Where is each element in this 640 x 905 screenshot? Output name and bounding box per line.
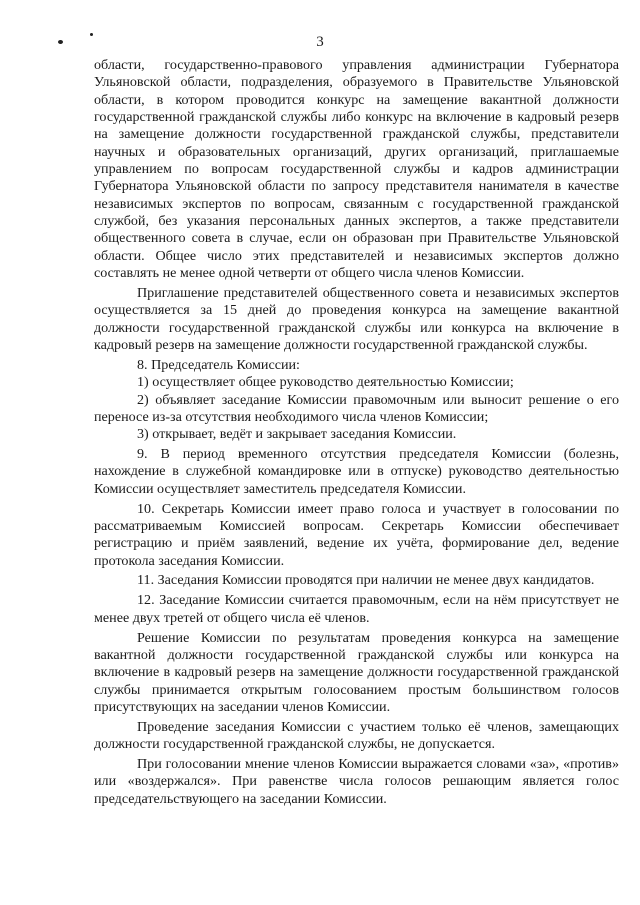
paragraph-item-8-3: 3) открывает, ведёт и закрывает заседания Комиссии.	[137, 426, 457, 443]
paragraph-continuation: области, государственно-правового управления администрации Губернатора Ульяновской области, подразделения, образуемого в Правительстве Ульяновской области, в котором проводится конкурс на замещение вакантной должности государственной гражданской службы либо конкурс на включение в кадровый резерв на замещение должности государственной гражданской службы, представители научных и образовательных организаций, других организаций, приглашаемые управлением по вопросам государственной службы и кадров администрации Губернатора Ульяновской области по запросу представителя нанимателя в качестве независимых экспертов по вопросам, связанным с государственной гражданской службой, без указания персональных данных экспертов, а также представители общественного совета в случае, если он образован при Правительстве Ульяновской области. Общее число этих представителей и независимых экспертов должно составлять не менее одной четверти от общего числа членов Комиссии.	[94, 57, 619, 282]
paragraph-members-only: Проведение заседания Комиссии с участием только её членов, замещающих должности государственной гражданской службы, не допускается.	[94, 718, 619, 753]
paragraph-item-9: 9. В период временного отсутствия председателя Комиссии (болезнь, нахождение в служебной командировке или в отпуске) руководство деятельностью Комиссии осуществляет заместитель председателя Комиссии.	[94, 446, 619, 497]
paragraph-item-8-2: 2) объявляет заседание Комиссии правомочным или выносит решение о его переносе из-за отсутствия необходимого числа членов Комиссии;	[94, 391, 619, 425]
paragraph-voting: При голосовании мнение членов Комиссии выражается словами «за», «против» или «воздержался». При равенстве числа голосов решающим является голос председательствующего на заседании Комиссии.	[94, 755, 619, 807]
paragraph-item-11: 11. Заседания Комиссии проводятся при наличии не менее двух кандидатов.	[137, 572, 595, 589]
paragraph-decision: Решение Комиссии по результатам проведения конкурса на замещение вакантной должности государственной гражданской службы или конкурса на включение в кадровый резерв на замещение должности государственной гражданской службы принимается открытым голосованием простым большинством голосов присутствующих на заседании членов Комиссии.	[94, 629, 619, 715]
paragraph-item-8-1: 1) осуществляет общее руководство деятельностью Комиссии;	[137, 374, 514, 391]
page-number: 3	[316, 34, 324, 50]
paragraph-invitation: Приглашение представителей общественного совета и независимых экспертов осуществляется за 15 дней до проведения конкурса на замещение вакантной должности государственной гражданской службы или конкурса на включение в кадровый резерв на замещение должности государственной гражданской службы.	[94, 284, 619, 353]
document-body	[94, 57, 619, 808]
paragraph-item-10: 10. Секретарь Комиссии имеет право голоса и участвует в голосовании по рассматриваемым Комиссией вопросам. Секретарь Комиссии обеспечивает регистрацию и приём заявлений, ведение их учёта, формирование дел, ведение протокола заседания Комиссии.	[94, 500, 619, 569]
paragraph-item-8: 8. Председатель Комиссии:	[137, 356, 300, 373]
paragraph-item-12: 12. Заседание Комиссии считается правомочным, если на нём присутствует не менее двух третей от общего числа её членов.	[94, 592, 619, 626]
